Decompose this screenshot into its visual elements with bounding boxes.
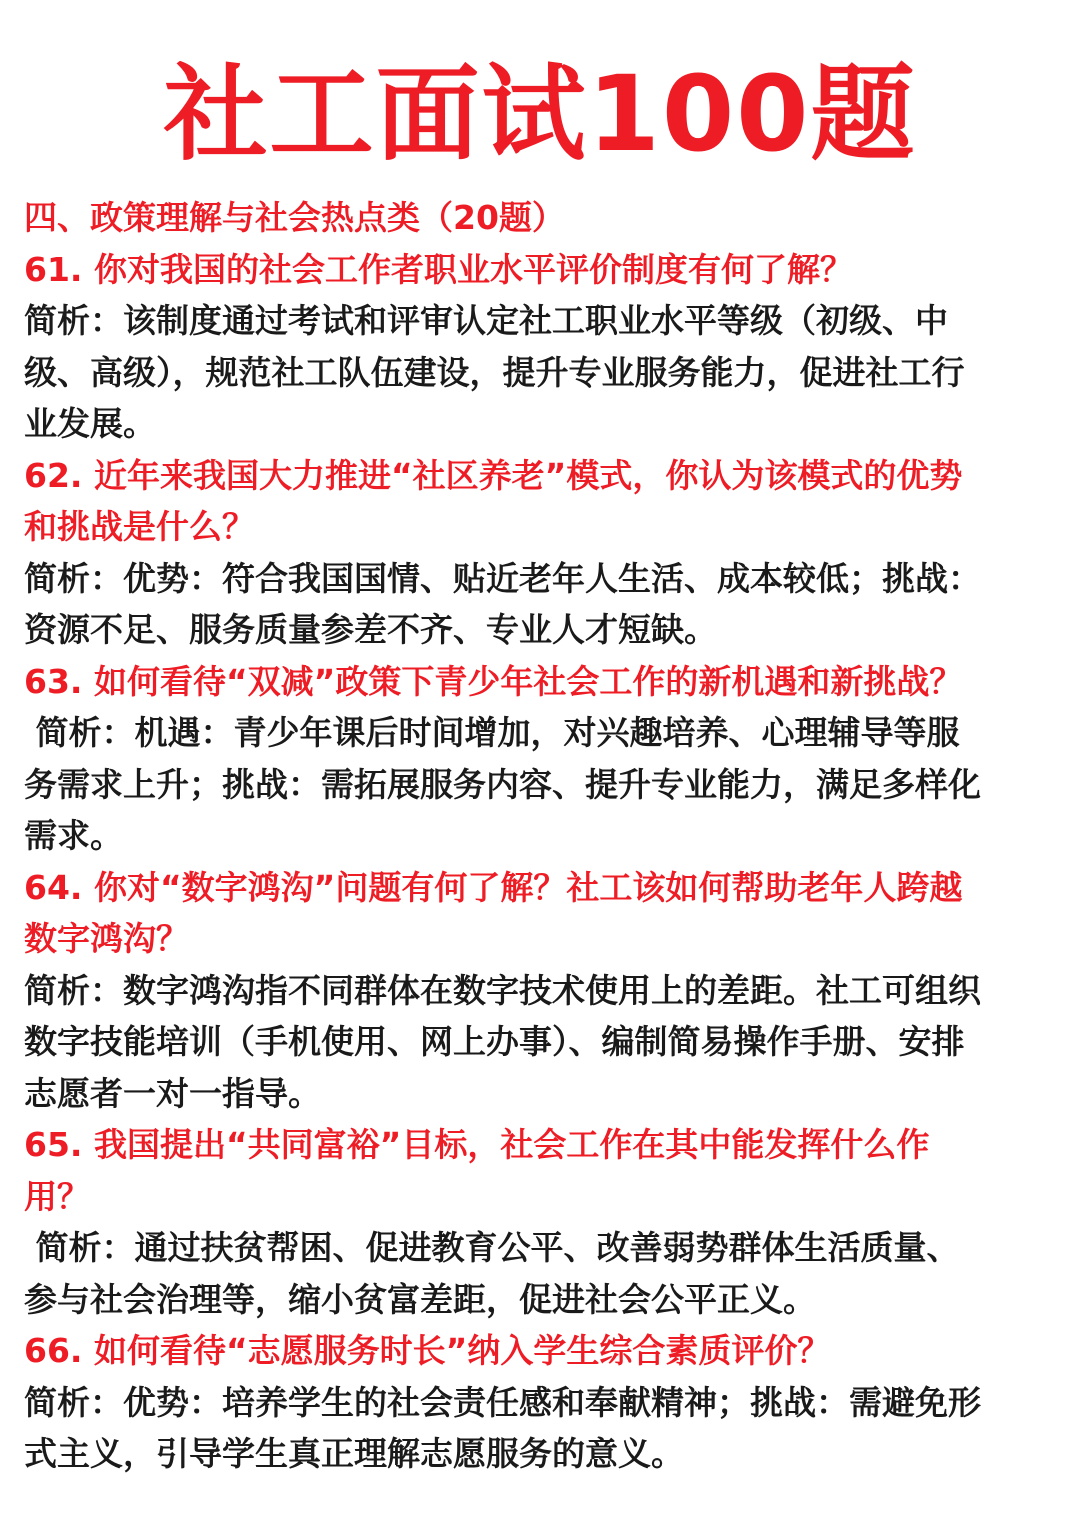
text-line: 参与社会治理等，缩小贫富差距，促进社会公平正义。	[24, 1279, 816, 1319]
text-line: 业发展。	[24, 404, 156, 443]
text-line: 简析：通过扶贫帮困、促进教育公平、改善弱势群体生活质量、	[24, 1228, 960, 1267]
text-line: 数字鸿沟？	[24, 919, 189, 958]
text-line: 简析：该制度通过考试和评审认定社工职业水平等级（初级、中	[24, 301, 948, 340]
text-line: 需求。	[24, 816, 123, 855]
text-line: 数字技能培训（手机使用、网上办事）、编制简易操作手册、安排	[24, 1022, 965, 1061]
text-line: 61. 你对我国的社会工作者职业水平评价制度有何了解？	[24, 249, 853, 289]
text-line: 简析：数字鸿沟指不同群体在数字技术使用上的差距。社工可组织	[24, 970, 981, 1010]
text-line: 四、政策理解与社会热点类（20题）	[24, 198, 565, 237]
text-line: 62. 近年来我国大力推进“社区养老”模式，你认为该模式的优势	[24, 455, 963, 495]
text-line: 63. 如何看待“双减”政策下青少年社会工作的新机遇和新挑战？	[24, 661, 963, 701]
content-body	[24, 192, 1068, 1480]
page-title: 社工面试100题	[163, 53, 917, 175]
text-line: 用？	[24, 1176, 90, 1216]
text-line: 级、高级），规范社工队伍建设，提升专业服务能力，促进社工行	[24, 352, 965, 392]
text-line: 和挑战是什么？	[24, 507, 255, 546]
text-line: 简析：机遇：青少年课后时间增加，对兴趣培养、心理辅导等服	[24, 713, 960, 752]
text-line: 资源不足、服务质量参差不齐、专业人才短缺。	[24, 610, 717, 649]
text-line: 志愿者一对一指导。	[24, 1073, 321, 1113]
text-line: 简析：优势：符合我国国情、贴近老年人生活、成本较低；挑战：	[24, 558, 981, 598]
text-line: 简析：优势：培养学生的社会责任感和奉献精神；挑战：需避免形	[24, 1382, 981, 1422]
text-line: 65. 我国提出“共同富裕”目标，社会工作在其中能发挥什么作	[24, 1125, 930, 1164]
text-line: 务需求上升；挑战：需拓展服务内容、提升专业能力，满足多样化	[24, 764, 981, 804]
text-line: 66. 如何看待“志愿服务时长”纳入学生综合素质评价？	[24, 1331, 831, 1370]
text-line: 64. 你对“数字鸿沟”问题有何了解？社工该如何帮助老年人跨越	[24, 867, 963, 907]
text-line: 式主义，引导学生真正理解志愿服务的意义。	[24, 1434, 684, 1473]
